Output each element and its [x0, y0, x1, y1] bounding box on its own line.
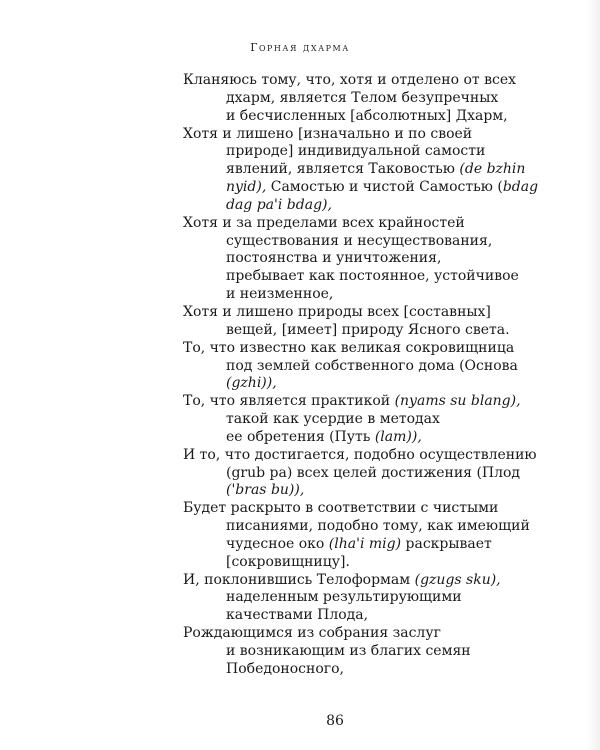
line-text: раскрывает [401, 535, 492, 552]
verse-line-continuation [183, 589, 543, 607]
verse-line [183, 393, 543, 411]
line-text: И, поклонившись Телоформам [183, 571, 415, 588]
line-text: такой как усердие в методах [226, 411, 440, 428]
line-text: Хотя и лишено [изначально и по своей [183, 125, 473, 142]
line-text: вещей, [имеет] природу Ясного света. [226, 321, 510, 338]
line-text: [сокровищницу]. [226, 553, 350, 570]
line-text: ее обретения (Путь [226, 428, 375, 445]
verse-line-continuation [183, 268, 543, 286]
verse-line-continuation [183, 518, 543, 536]
verse-line-continuation [183, 143, 543, 161]
verse-line [183, 447, 543, 465]
verse-line-continuation [183, 286, 543, 304]
verse-line-continuation [183, 161, 543, 179]
line-text: постоянства и уничтожения, [226, 250, 442, 267]
line-text: дхарм, является Телом безупречных [226, 89, 499, 106]
transliteration-text: (lha'i mig) [328, 535, 402, 552]
line-text: Победоносного, [226, 660, 344, 677]
transliteration-text: (nyams su blang), [394, 393, 521, 410]
verse-line-continuation [183, 358, 543, 376]
line-text: и бесчисленных [абсолютных] Дхарм, [226, 107, 508, 124]
verse-line-continuation [183, 482, 543, 500]
verse-line-continuation [183, 90, 543, 108]
verse-line-continuation [183, 233, 543, 251]
transliteration-text: dag pa'i bdag), [226, 196, 332, 213]
line-text: Хотя и лишено природы всех [составных] [183, 303, 491, 320]
verse-line-continuation [183, 429, 543, 447]
verse-line [183, 304, 543, 322]
verse-line-continuation [183, 465, 543, 483]
transliteration-text: (gzhi)), [226, 375, 277, 392]
line-text: Кланяюсь тому, что, хотя и отделено от всех [183, 72, 516, 88]
line-text: природе] индивидуальной самости [226, 143, 486, 160]
line-text: под землей собственного дома (Основа [226, 357, 518, 374]
verse-line [183, 500, 543, 518]
line-text: явлений, является Таковостью [226, 161, 460, 178]
page-edge-shadow [586, 0, 600, 750]
line-text: То, что известно как великая сокровищница [183, 339, 515, 356]
line-text: писаниями, подобно тому, как имеющий [226, 518, 530, 535]
verse-line [183, 215, 543, 233]
line-text: И то, что достигается, подобно осуществлению [183, 446, 537, 463]
transliteration-text: (gzugs sku), [414, 571, 501, 588]
transliteration-text: bdag [502, 179, 539, 196]
line-text: То, что является практикой [183, 393, 395, 410]
line-text: Будет раскрыто в соответствии с чистыми [183, 500, 499, 517]
verse-line-continuation [183, 554, 543, 572]
verse-line-continuation [183, 661, 543, 679]
line-text: Хотя и за пределами всех крайностей [183, 214, 465, 231]
verse-line [183, 72, 543, 90]
verse-line [183, 340, 543, 358]
transliteration-text: (lam)), [374, 428, 422, 445]
line-text: качествами Плода, [226, 607, 369, 624]
line-text: и возникающим из благих семян [226, 643, 471, 659]
verse-line [183, 126, 543, 144]
transliteration-text: ('bras bu)), [226, 482, 305, 499]
verse-line-continuation [183, 536, 543, 554]
line-text: чудесное око [226, 535, 329, 552]
running-head: Горная дхарма [250, 41, 350, 54]
verse-text [183, 72, 543, 679]
verse-line-continuation [183, 411, 543, 429]
verse-line [183, 572, 543, 590]
line-text: Рождающимся из собрания заслуг [183, 625, 441, 642]
page-number: 86 [326, 713, 344, 729]
line-text: существования и несуществования, [226, 232, 493, 249]
verse-line-continuation [183, 322, 543, 340]
line-text: пребывает как постоянное, устойчивое [226, 268, 519, 285]
verse-line-continuation [183, 108, 543, 126]
verse-line-continuation [183, 643, 543, 661]
verse-line-continuation [183, 250, 543, 268]
verse-line-continuation [183, 607, 543, 625]
line-text: и неизменное, [226, 286, 334, 303]
line-text: Самостью и чистой Самостью ( [266, 179, 503, 196]
transliteration-text: (de bzhin [459, 161, 526, 178]
line-text: (grub pa) всех целей достижения (Плод [226, 464, 521, 481]
verse-line-continuation [183, 197, 543, 215]
verse-line-continuation [183, 375, 543, 393]
transliteration-text: nyid), [226, 179, 267, 196]
verse-line-continuation [183, 179, 543, 197]
verse-line [183, 625, 543, 643]
line-text: наделенным результирующими [226, 589, 462, 606]
